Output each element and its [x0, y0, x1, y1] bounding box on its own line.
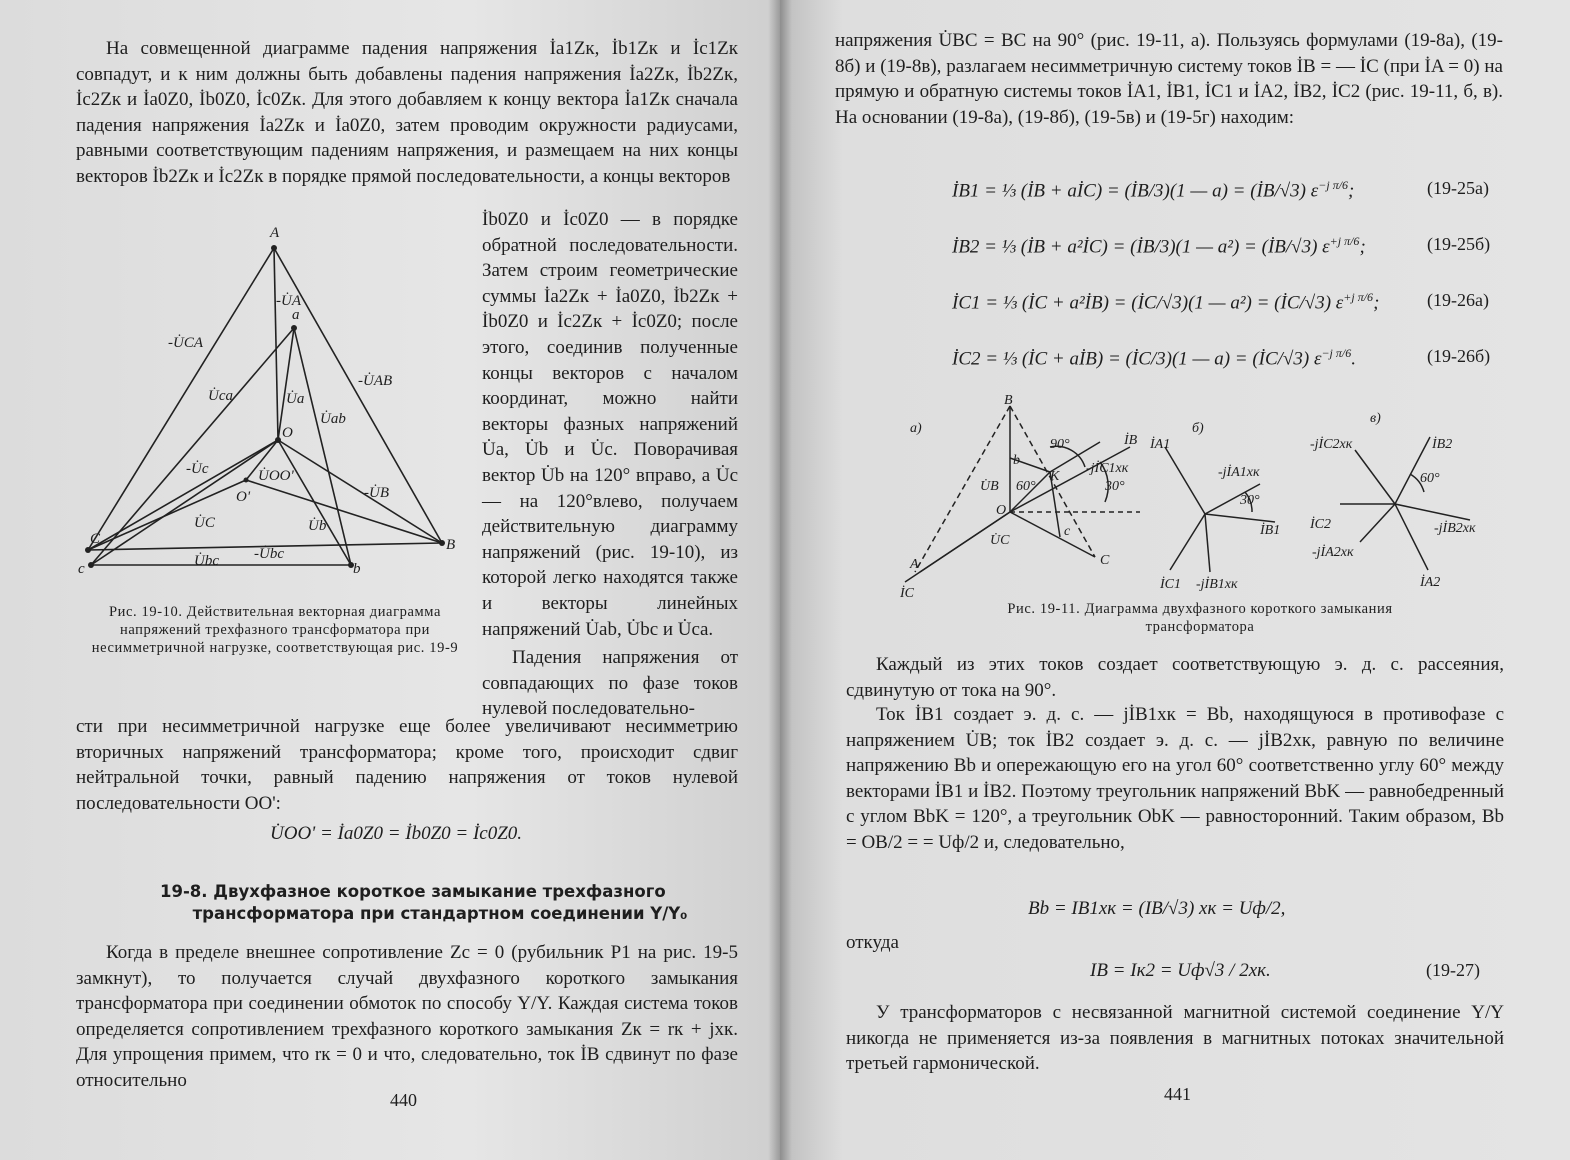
- figure-19-10: [76, 215, 476, 595]
- equation-19-26a: İC1 = ⅓ (İC + a²İB) = (İC/√3)(1 — a²) = (İC/√3) $\varepsilon^{+j \pi/6}$;: [952, 290, 1380, 314]
- fig11a-label-IC: İC: [900, 586, 914, 601]
- fig11a-label-B: B: [1004, 393, 1013, 408]
- fig10-point-A: [271, 245, 277, 251]
- fig10-label-UAB: -U̇AB: [358, 373, 393, 389]
- fig11a-panel-label: a): [910, 421, 922, 436]
- fig11c-label-IA2: İA2: [1420, 575, 1441, 590]
- fig10-label-A: A: [270, 225, 280, 241]
- fig11-panel-c: [1340, 437, 1470, 570]
- equation-number-19-25a: (19-25a): [1427, 178, 1489, 198]
- equation-number-19-26b: (19-26б): [1427, 346, 1491, 366]
- left-para-2-end: сти при несимметричной нагрузке еще более увеличивают несимметрию вторичных напряжений трансформатора; кроме того, происходит сдвиг нейтральной точки, равный падению напряжения от токов нулевой последовательности OO':: [76, 716, 738, 814]
- section-heading-line-1: 19-8. Двухфазное короткое замыкание трехфазного: [160, 882, 666, 901]
- fig10-label-Ubc-neg: -U̇bc: [254, 546, 284, 562]
- equation-19-25a: İB1 = ⅓ (İB + aİC) = (İB/3)(1 — a) = (İB/√3) $\varepsilon^{-j \pi/6}$;: [952, 178, 1355, 202]
- fig10-label-b: b: [353, 561, 361, 577]
- fig11a-label-90: 90°: [1050, 437, 1070, 452]
- right-para-1: напряжения U̇BC = BC на 90° (рис. 19-11, a). Пользуясь формулами (19-8a), (19-8б) и (19-8в), разлагаем несимметричную систему токов İB = — İC (при İA = 0) на прямую и обратную системы токов İA1, İB1, İC1 и İA2, İB2, İC2 (рис. 19-11, б, в). На основании (19-8a), (19-8б), (19-5в) и (19-5г) находим:: [835, 30, 1503, 128]
- fig10-label-UB: -U̇B: [364, 485, 389, 501]
- fig11a-label-O: O: [996, 503, 1007, 518]
- fig11c-label-IC2: İC2: [1310, 517, 1331, 532]
- fig11b-label-IA1: İA1: [1150, 437, 1171, 452]
- fig10-line-O-B: [278, 440, 442, 543]
- fig10-label-a: a: [292, 307, 300, 323]
- fig10-label-UC: U̇C: [194, 515, 215, 531]
- right-equation-bb: Bb = IB1xк = (IB/√3) xк = Uф/2,: [1028, 898, 1286, 919]
- fig11b-line-IC1: [1170, 514, 1205, 570]
- fig11a-label-C: C: [1100, 553, 1110, 568]
- otkuda: откуда: [846, 932, 899, 953]
- left-equation: U̇OO' = İa0Z0 = İb0Z0 = İc0Z0.: [270, 823, 523, 844]
- fig11b-label-30: 30°: [1240, 493, 1260, 508]
- fig10-label-UOO: U̇OO': [258, 468, 294, 484]
- fig11a-line-OC: [1010, 512, 1095, 557]
- fig10-label-Ubc: U̇bc: [194, 553, 219, 569]
- fig10-label-UCA: -U̇CA: [168, 335, 203, 351]
- right-equation-19-27: IB = Iк2 = Uф√3 / 2xк.: [1090, 960, 1271, 981]
- left-para-1: На совмещенной диаграмме падения напряжения İa1Zк, İb1Zк и İc1Zк совпадут, и к ним должны быть добавлены падения напряжения İa2Zк, İb2Zк, İc2Zк и İa0Z0, İb0Z0, İc0Zк. Для этого добавляем к концу вектора İa1Zк сначала падения напряжения İa2Zк и İa0Z0, затем проводим окружности радиусами, равными соответствующим падениям напряжения, и размещаем на них концы векторов İb2Zк и İc2Zк в порядке прямой последовательности, а концы векторов: [76, 38, 738, 187]
- fig11a-label-60: 60°: [1016, 479, 1036, 494]
- fig10-point-c: [88, 562, 94, 568]
- fig10-point-a: [291, 325, 297, 331]
- right-page-number: 441: [1164, 1084, 1191, 1104]
- fig10-label-Ub: U̇b: [308, 518, 327, 534]
- section-heading: [160, 881, 720, 925]
- right-page: [780, 0, 1570, 1160]
- figure-19-11-caption: Рис. 19-11. Диаграмма двухфазного короткого замыкания трансформатора: [1007, 601, 1393, 635]
- figure-19-10-caption: Рис. 19-10. Действительная векторная диаграмма напряжений трехфазного трансформатора при несимметричной нагрузке, соответствующая рис. 19-9: [91, 604, 459, 656]
- right-para-3: Ток İB1 создает э. д. с. — jİB1xк = Bb, находящуюся в противофазе с напряжением U̇B; ток İB2 создает э. д. с. — jİB2xк, равную по величине напряжению Bb и опережающую его на угол 60° соответственно углу 60° между векторами İB1 и İB2. Поэтому треугольник напряжений BbK — равнобедренный с углом BbK = 120°, а треугольник ObK — равносторонний. Таким образом, Bb = OB/2 = = Uф/2 и, следовательно,: [846, 704, 1504, 853]
- fig11c-line-jIB2: [1395, 504, 1470, 520]
- fig10-label-C: C: [90, 531, 101, 547]
- fig10-label-O1: O': [236, 489, 251, 505]
- fig11a-label-c: c: [1064, 524, 1071, 539]
- fig10-point-B: [439, 540, 445, 546]
- fig10-line-O1-C: [88, 480, 246, 550]
- section-heading-line-2: трансформатора при стандартном соединении Y/Y₀: [192, 904, 688, 923]
- fig10-label-Uc-neg: -U̇c: [186, 461, 209, 477]
- fig10-label-Uab: U̇ab: [320, 411, 346, 427]
- fig11b-line-jIB1: [1205, 514, 1210, 572]
- fig11c-label-60: 60°: [1420, 471, 1440, 486]
- fig10-point-O1: [244, 478, 249, 483]
- left-para-1-cont: İb0Z0 и İc0Z0 — в порядке обратной последовательности. Затем строим геометрические суммы İa2Zк + İa0Z0, İb2Zк + İb0Z0 и İc2Zк + İc0Z0; после этого, соединив полученные концы векторов с началом координат, можно найти векторы фазных напряжений U̇a, U̇b и U̇c. Поворачивая вектор U̇b на 120° вправо, а U̇c — на 120°влево, получаем действительную диаграмму напряжений (рис. 19-10), из которой легко находятся также и векторы линейных напряжений U̇ab, U̇bc и U̇ca.: [482, 209, 738, 640]
- equation-number-19-27: (19-27): [1426, 960, 1480, 980]
- fig11a-label-K: K: [1050, 469, 1060, 484]
- fig11b-label-IB1: İB1: [1260, 523, 1281, 538]
- fig11a-label-UC: U̇C: [990, 533, 1010, 548]
- fig10-label-B: B: [446, 537, 456, 553]
- fig10-point-C: [85, 547, 91, 553]
- fig10-point-O: [275, 437, 281, 443]
- fig11a-label-30: 30°: [1105, 479, 1125, 494]
- fig10-label-c: c: [78, 561, 85, 577]
- fig11a-label-UB: U̇B: [980, 479, 999, 494]
- fig10-label-O: O: [282, 425, 293, 441]
- figure-19-11: [900, 392, 1500, 602]
- book-gutter: [768, 0, 792, 1160]
- equation-19-25b: İB2 = ⅓ (İB + a²İC) = (İB/3)(1 — a²) = (İB/√3) $\varepsilon^{+j \pi/6}$;: [952, 234, 1366, 258]
- fig11c-panel-label: в): [1370, 411, 1381, 426]
- fig11b-label-jIB1: -jİB1xк: [1196, 577, 1238, 592]
- fig11b-label-jIA1: -jİA1xк: [1218, 465, 1260, 480]
- fig10-label-Ua: U̇a: [286, 391, 305, 407]
- left-page-number: 440: [390, 1090, 417, 1110]
- fig11a-label-jIC1: -jİC1xк: [1086, 461, 1129, 476]
- fig11c-label-jIB2: -jİB2xк: [1434, 521, 1476, 536]
- right-para-2: Каждый из этих токов создает соответствующую э. д. с. рассеяния, сдвинутую от тока на 90°.: [846, 654, 1504, 701]
- fig11c-label-jIC2: -jİC2xк: [1310, 437, 1353, 452]
- fig10-label-Uca: U̇ca: [208, 388, 233, 404]
- fig11a-label-IB: İB: [1124, 433, 1138, 448]
- right-para-4: У трансформаторов с несвязанной магнитной системой соединение Y/Y никогда не применяется из-за появления в магнитных потоках значительной третьей гармонической.: [846, 1002, 1504, 1075]
- fig11c-label-IB2: İB2: [1432, 437, 1453, 452]
- left-para-3: Когда в пределе внешнее сопротивление Zc = 0 (рубильник P1 на рис. 19-5 замкнут), то получается случай двухфазного короткого замыкания трансформатора при соединении обмоток по способу Y/Y. Каждая система токов определяется сопротивлением трехфазного короткого замыкания Zк = rк + jxк. Для упрощения примем, что rк = 0 и что, следовательно, ток İB сдвинут по фазе относительно: [76, 942, 738, 1091]
- fig11b-line-IB1: [1205, 514, 1275, 522]
- fig11c-line-IA2: [1395, 504, 1428, 570]
- fig11a-label-b: b: [1013, 453, 1020, 468]
- fig11b-panel-label: б): [1192, 421, 1204, 436]
- fig11b-line-IA1: [1165, 447, 1205, 514]
- fig10-line-UA: [274, 248, 278, 440]
- left-page: [0, 0, 780, 1160]
- fig11c-line-jIA2: [1360, 504, 1395, 542]
- fig11c-line-jIC2: [1355, 450, 1395, 504]
- left-para-2-start: Падения напряжения от совпадающих по фазе токов нулевой последовательно-: [482, 647, 738, 720]
- fig11c-label-jIA2: -jİA2xк: [1312, 545, 1354, 560]
- fig10-line-ac: [91, 328, 294, 565]
- fig10-label-UA: -U̇A: [276, 293, 301, 309]
- fig11a-label-A: A: [910, 557, 919, 572]
- fig11b-label-IC1: İC1: [1160, 577, 1181, 592]
- equation-19-26b: İC2 = ⅓ (İC + aİB) = (İC/3)(1 — a) = (İC/√3) $\varepsilon^{-j \pi/6}$.: [952, 346, 1356, 370]
- equation-number-19-26a: (19-26a): [1427, 290, 1489, 310]
- equation-number-19-25b: (19-25б): [1427, 234, 1491, 254]
